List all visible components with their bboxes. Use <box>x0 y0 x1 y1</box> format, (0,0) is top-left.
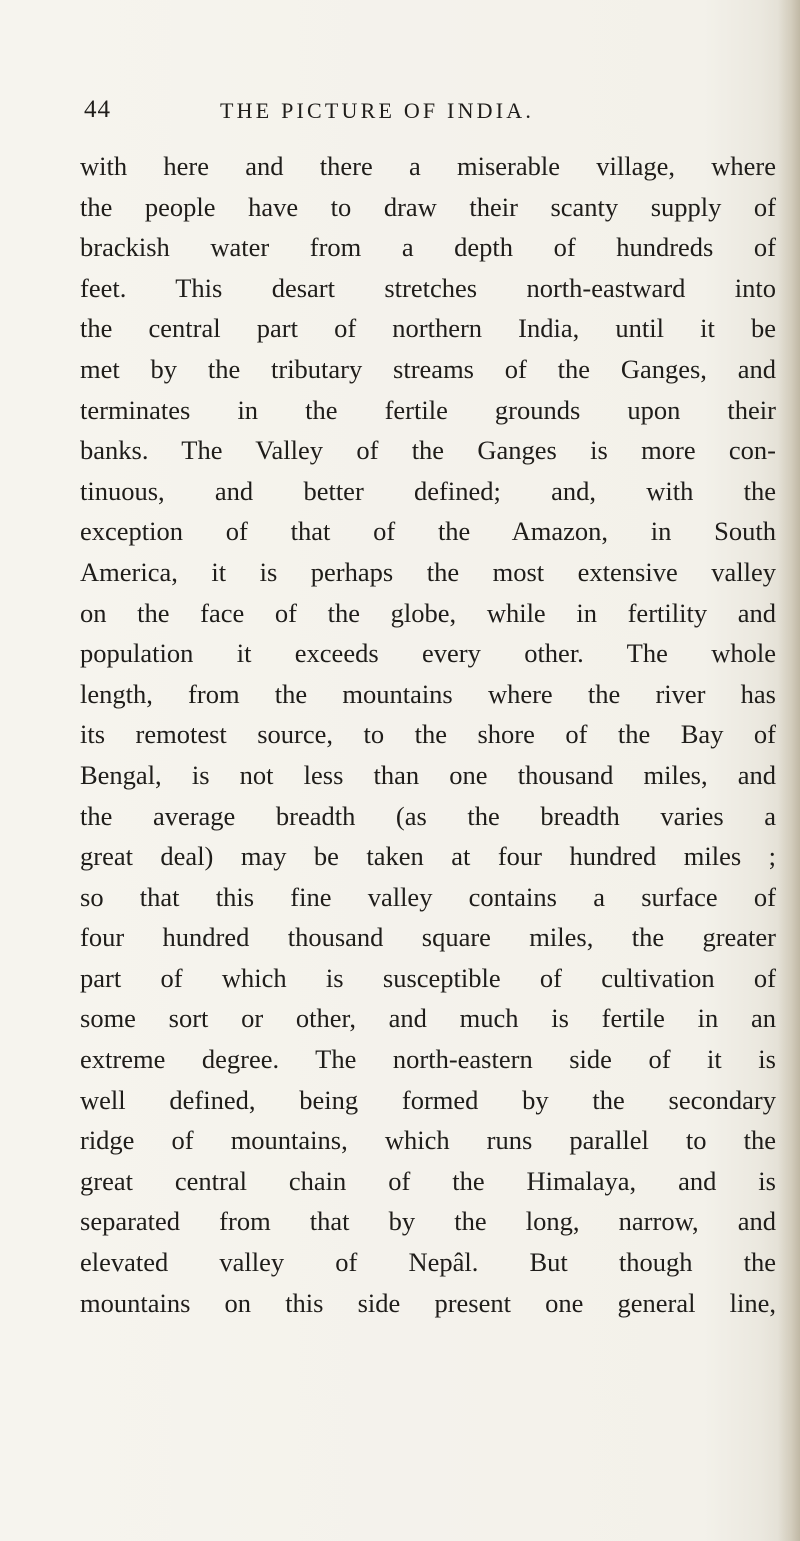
text-line: so that this fine valley contains a surface of <box>80 881 776 912</box>
text-line: great deal) may be taken at four hundred miles ; <box>80 841 776 872</box>
text-line: the central part of northern India, until it be <box>80 313 776 344</box>
text-line: four hundred thousand square miles, the greater <box>80 922 776 953</box>
text-line: extreme degree. The north-eastern side of it is <box>80 1044 776 1075</box>
text-line: its remotest source, to the shore of the Bay of <box>80 719 776 750</box>
text-line: separated from that by the long, narrow, and <box>80 1206 776 1237</box>
text-line: terminates in the fertile grounds upon their <box>80 394 776 425</box>
text-line: the people have to draw their scanty supply of <box>80 191 776 222</box>
text-line: ridge of mountains, which runs parallel to the <box>80 1125 776 1156</box>
running-title: THE PICTURE OF INDIA. <box>220 98 535 123</box>
text-line: elevated valley of Nepâl. But though the <box>80 1247 776 1278</box>
text-line: exception of that of the Amazon, in South <box>80 516 776 547</box>
running-head <box>84 96 764 136</box>
text-line: part of which is susceptible of cultivation of <box>80 962 776 993</box>
text-line: banks. The Valley of the Ganges is more con- <box>80 435 776 466</box>
text-line: great central chain of the Himalaya, and is <box>80 1165 776 1196</box>
text-line: mountains on this side present one general line, <box>80 1287 776 1318</box>
text-line: Bengal, is not less than one thousand miles, and <box>80 759 776 790</box>
text-line: brackish water from a depth of hundreds of <box>80 232 776 263</box>
body-text <box>80 146 776 1323</box>
text-line: some sort or other, and much is fertile in an <box>80 1003 776 1034</box>
text-line: the average breadth (as the breadth varies a <box>80 800 776 831</box>
text-line: tinuous, and better defined; and, with the <box>80 475 776 506</box>
text-line: population it exceeds every other. The whole <box>80 638 776 669</box>
text-line: on the face of the globe, while in fertility and <box>80 597 776 628</box>
text-line: with here and there a miserable village, where <box>80 151 776 181</box>
text-line: well defined, being formed by the secondary <box>80 1084 776 1115</box>
text-line: length, from the mountains where the river has <box>80 678 776 709</box>
page-edge-shadow <box>778 0 800 1541</box>
text-line: met by the tributary streams of the Ganges, and <box>80 353 776 384</box>
text-line: feet. This desart stretches north-eastward into <box>80 272 776 303</box>
page-number: 44 <box>84 96 111 123</box>
text-line: America, it is perhaps the most extensive valley <box>80 556 776 587</box>
